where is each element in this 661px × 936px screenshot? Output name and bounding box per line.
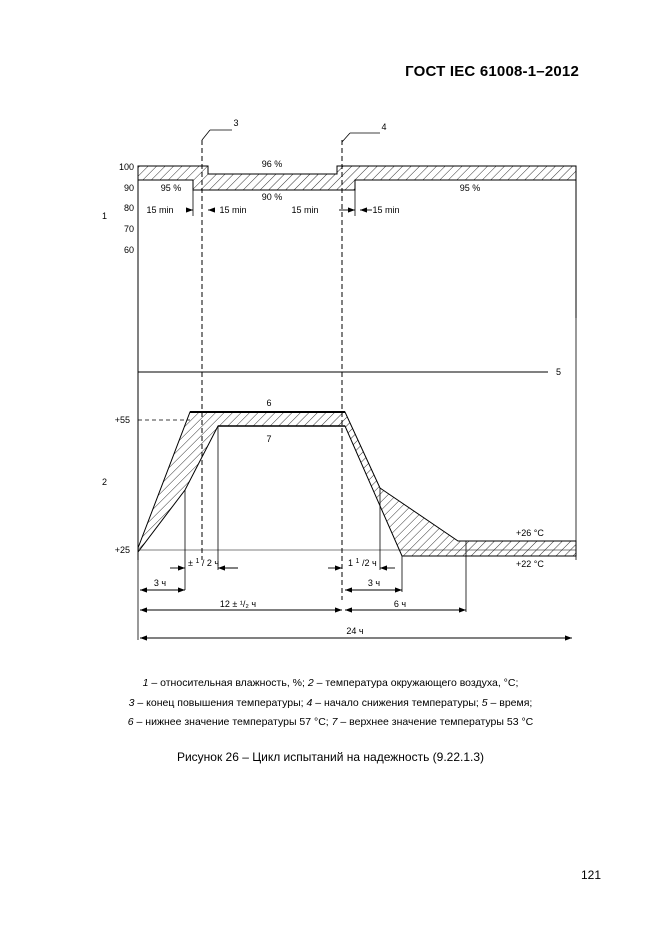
duration-2: 15 min [219, 205, 247, 215]
zone-95-right: 95 % [459, 183, 481, 193]
callout-6: 6 [266, 398, 272, 408]
duration-4: 15 min [372, 205, 400, 215]
three-h-right: 3 ч [367, 578, 381, 588]
half-hour-markers [170, 555, 395, 568]
tick-70: 70 [123, 224, 134, 234]
callout-1: 1 [102, 211, 108, 221]
callout-2: 2 [102, 477, 108, 487]
half-left-label: ± $^1$ / 2 ч [188, 558, 220, 568]
humidity-ticks [119, 162, 134, 255]
duration-1: 15 min [146, 205, 174, 215]
document-header: ГОСТ IEC 61008-1–2012 [405, 63, 579, 80]
twentyfour-hour-marker [140, 626, 572, 638]
callout-5: 5 [556, 367, 562, 377]
twentyfour-h-label: 24 ч [346, 626, 364, 636]
tick-plus55: +55 [114, 415, 130, 425]
tick-80: 80 [123, 203, 134, 213]
callout-4 [342, 122, 387, 142]
three-h-left: 3 ч [153, 578, 167, 588]
zone-90: 90 % [261, 192, 283, 202]
twelve-h-label: 12 ± ¹/₂ ч [219, 599, 257, 609]
zone-96: 96 % [261, 159, 283, 169]
tick-60: 60 [123, 245, 134, 255]
callout-7: 7 [266, 434, 272, 444]
legend-line-2: 3 – конец повышения температуры; 4 – начало снижения температуры; 5 – время; [128, 697, 533, 709]
end-label-lower: +22 °C [516, 559, 544, 569]
page-number: 121 [580, 868, 601, 882]
figure-caption: Рисунок 26 – Цикл испытаний на надежность (9.22.1.3) [176, 750, 485, 764]
end-label-upper: +26 °C [516, 528, 544, 538]
tick-90: 90 [123, 183, 134, 193]
tick-100: 100 [118, 162, 134, 172]
legend-line-3: 6 – нижнее значение температуры 57 °C; 7 – верхнее значение температуры 53 °C [127, 716, 534, 728]
three-hour-markers [140, 578, 402, 590]
duration-3: 15 min [291, 205, 319, 215]
legend-line-1: 1 – относительная влажность, %; 2 – температура окружающего воздуха, °C; [142, 677, 519, 689]
half-right-label: 1 $^1$ /2 ч [348, 558, 377, 568]
svg-text:4: 4 [381, 122, 387, 132]
tick-plus25: +25 [114, 545, 130, 555]
svg-text:3: 3 [233, 118, 239, 128]
callout-3 [202, 118, 239, 140]
six-h-label: 6 ч [393, 599, 407, 609]
temperature-band [138, 412, 576, 556]
humidity-band [138, 166, 576, 190]
zone-95-left: 95 % [160, 183, 182, 193]
